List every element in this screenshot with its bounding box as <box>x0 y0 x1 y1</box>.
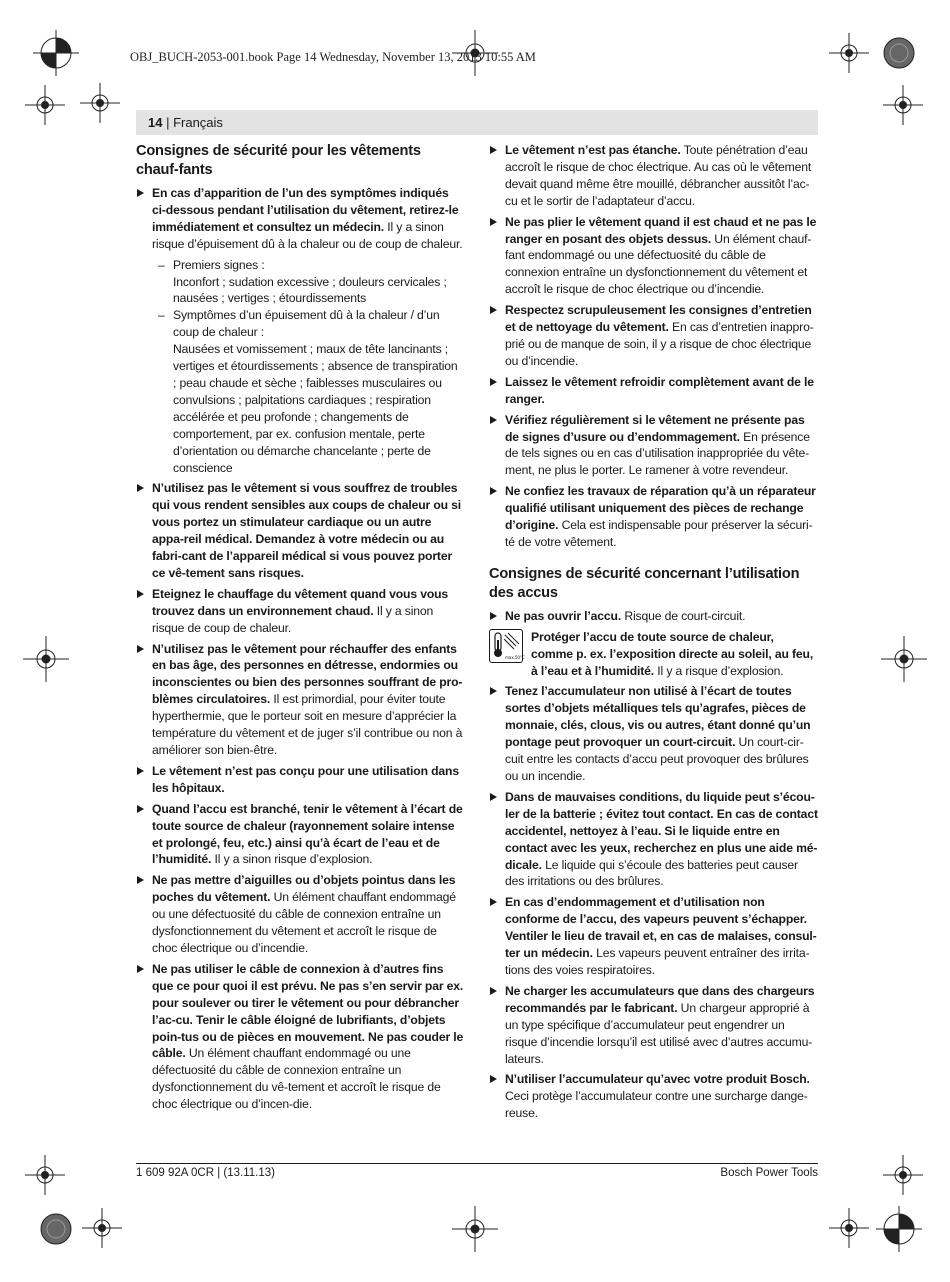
footer-brand: Bosch Power Tools <box>720 1167 818 1179</box>
safety-item-bold: Quand l’accu est branché, tenir le vêtement à l’écart de toute source de chaleur (rayonnement solaire intense et prolongé, feu, etc.) ainsi qu’à écart de l’eau et de l’humidité. <box>152 801 463 867</box>
safety-item-bold: Respectez scrupuleusement les consignes d’entretien et de nettoyage du vêtement. <box>505 303 812 335</box>
footer-rule <box>136 1163 818 1164</box>
safety-item <box>136 185 464 476</box>
section-heading-battery-safety: Consignes de sécurité concernant l’utilisation des accus <box>489 565 800 601</box>
safety-item-text: Risque de court-circuit. <box>621 608 746 623</box>
dash-bullet: – <box>158 257 165 272</box>
safety-item-bold: Ne pas plier le vêtement quand il est chaud et ne pas le ranger en posant des objets dessus. <box>505 214 817 246</box>
safety-item-text: Les vapeurs peuvent entraîner des irrita-tions des voies respiratoires. <box>505 946 810 977</box>
safety-item-text: Un élément chauffant endommagé ou une défectuosité du câble de connexion entraîne un dysfonctionnement du vê-tement et accroît le risque de choc électrique ou d’incen-die. <box>152 1046 441 1112</box>
safety-item-text: En présence de tels signes ou en cas d’utilisation inappropriée du vête-ment, ne plus le porter. Le ramener à votre revendeur. <box>505 429 810 478</box>
safety-item-bold: N’utiliser l’accumulateur qu’avec votre produit Bosch. <box>505 1072 810 1087</box>
triangle-bullet-icon <box>137 189 144 197</box>
safety-item-bold: Ne pas mettre d’aiguilles ou d’objets pointus dans les poches du vêtement. <box>152 873 456 905</box>
dash-bullet: – <box>158 308 165 323</box>
safety-item <box>489 142 818 210</box>
registration-mark-bottom-left-inner <box>25 1155 65 1195</box>
registration-mark-bottom-right <box>876 1206 922 1252</box>
safety-item-text: Il est primordial, pour éviter toute hyperthermie, que le porteur soit en mesure d’apprécier la température du vêtement et de juger s’il contribue ou non à améliorer son bien-être. <box>152 692 463 757</box>
triangle-bullet-icon <box>137 805 144 813</box>
safety-item-bold: Ne pas ouvrir l’accu. <box>505 608 622 623</box>
safety-item-text: Un court-cir-cuit entre les contacts d’accu peut provoquer des brûlures ou un incendie. <box>505 735 809 783</box>
registration-mark-left-upper <box>25 85 65 125</box>
triangle-bullet-icon <box>490 218 497 226</box>
safety-item-bold: Eteignez le chauffage du vêtement quand vous vous trouvez dans un environnement chaud. <box>152 586 449 618</box>
print-slug: OBJ_BUCH-2053-001.book Page 14 Wednesday, November 13, 2013 10:55 AM <box>130 50 536 64</box>
safety-item-text: Cela est indispensable pour préserver la sécuri-té de votre vêtement. <box>505 518 813 549</box>
right-column <box>489 142 818 1126</box>
triangle-bullet-icon <box>490 378 497 386</box>
safety-item <box>489 894 818 979</box>
safety-item <box>489 683 818 784</box>
registration-mark-right-mid <box>881 636 927 682</box>
safety-item-text: Il y a sinon risque d’épuisement dû à la chaleur ou de coup de chaleur. <box>152 219 463 251</box>
safety-item-text: Ceci protège l’accumulateur contre une surcharge dange-reuse. <box>505 1089 808 1121</box>
symptom-title: Premiers signes : <box>173 257 265 272</box>
safety-item <box>136 641 464 759</box>
registration-mark-right-upper <box>883 85 923 125</box>
safety-item <box>489 789 818 890</box>
symptom-group-heatstroke <box>158 307 464 476</box>
symptom-text: Inconfort ; sudation excessive ; douleurs cervicales ; nausées ; vertiges ; étourdissements <box>173 274 447 306</box>
safety-item-bold: Ne confiez les travaux de réparation qu’à un réparateur qualifié utilisant uniquement des pièces de rechange d’origine. <box>505 484 816 533</box>
safety-item-bold: En cas d’apparition de l’un des symptômes indiqués ci-dessous pendant l’utilisation du vêtement, retirez-le immédiatement et consultez un médecin. <box>152 186 459 234</box>
safety-item-heat-warning <box>489 629 818 680</box>
safety-item <box>489 374 818 408</box>
safety-item-bold: Le vêtement n’est pas conçu pour une utilisation dans les hôpitaux. <box>152 763 459 795</box>
safety-item <box>136 586 464 637</box>
safety-item-text: Un élément chauf-fant endommagé ou une défectuosité du câble de connexion entraîne un dysfonctionnement du vêtement et accroît le risque de choc électrique ou d’incendie. <box>505 231 812 297</box>
triangle-bullet-icon <box>490 687 497 695</box>
header-language: Français <box>173 115 223 130</box>
registration-mark-top-left <box>33 30 79 76</box>
safety-item <box>136 961 464 1113</box>
safety-item <box>136 872 464 957</box>
safety-item-bold: Le vêtement n’est pas étanche. <box>505 143 681 157</box>
safety-item <box>489 412 818 480</box>
triangle-bullet-icon <box>490 987 497 995</box>
safety-item <box>489 302 818 370</box>
triangle-bullet-icon <box>490 416 497 424</box>
safety-item-text: Il y a risque d’explosion. <box>654 663 784 678</box>
heat-warning-icon-label: max.50°C <box>505 654 525 660</box>
safety-item-text: En cas d’entretien inappro-prié ou de manque de soin, il y a risque de choc électrique ou d’incendie. <box>505 320 814 368</box>
symptom-title: Symptômes d’un épuisement dû à la chaleur / d’un coup de chaleur : <box>173 308 440 340</box>
safety-item-bold: En cas d’endommagement et d’utilisation non conforme de l’accu, des vapeurs peuvent s’échapper. Ventiler le lieu de travail et, en cas de malaises, consul-ter un médecin. <box>505 895 817 961</box>
triangle-bullet-icon <box>490 612 497 620</box>
registration-mark-right-lower <box>883 1155 923 1195</box>
safety-item <box>136 763 464 797</box>
triangle-bullet-icon <box>137 767 144 775</box>
triangle-bullet-icon <box>137 590 144 598</box>
safety-item <box>489 483 818 551</box>
header-separator: | <box>162 115 174 130</box>
triangle-bullet-icon <box>137 645 144 653</box>
registration-mark-bottom-left <box>33 1206 79 1252</box>
registration-mark-top-right <box>876 30 922 76</box>
left-column <box>136 142 464 1117</box>
safety-item <box>489 983 818 1068</box>
registration-mark-bottom-left-2 <box>82 1208 122 1248</box>
registration-mark-top-left-inner <box>80 83 120 123</box>
triangle-bullet-icon <box>137 965 144 973</box>
section-heading-clothing-safety: Consignes de sécurité pour les vêtements chauf-fants <box>136 143 421 178</box>
safety-item-bold: Protéger l’accu de toute source de chaleur, comme p. ex. l’exposition directe au soleil, au feu, à l’eau et à l’humidité. <box>531 629 814 678</box>
triangle-bullet-icon <box>490 898 497 906</box>
triangle-bullet-icon <box>137 484 144 492</box>
symptom-text: Nausées et vomissement ; maux de tête lancinants ; vertiges et étourdissements ; absence de transpiration ; peau chaude et sèche ; faiblesses musculaires ou convulsions ; palpitations cardiaques ; respiration accélérée et peu profonde ; changements de comportement, par ex. confusion mentale, perte d’orientation ou démarche chancelante ; perte de conscience <box>173 342 458 475</box>
safety-item <box>136 480 464 581</box>
safety-item <box>489 214 818 299</box>
safety-item-text: Un chargeur approprié à un type spécifique d’accumulateur peut engendrer un risque d’incendie lorsqu’il est utilisé avec d’autres accumu-lateurs. <box>505 1000 813 1066</box>
safety-item-text: Le liquide qui s’écoule des batteries peut causer des irritations ou des brûlures. <box>505 857 798 889</box>
safety-item-bold: Vérifiez régulièrement si le vêtement ne présente pas de signes d’usure ou d’endommagement. <box>505 412 805 444</box>
safety-item <box>489 608 818 625</box>
triangle-bullet-icon <box>490 487 497 495</box>
registration-mark-bottom-right-inner <box>829 1208 869 1248</box>
safety-item-text: Il y a sinon risque d’explosion. <box>211 852 373 867</box>
registration-mark-left-mid <box>23 636 69 682</box>
page-number: 14 <box>148 115 163 130</box>
symptom-group-early <box>158 257 464 308</box>
triangle-bullet-icon <box>137 876 144 884</box>
safety-item-bold: N’utilisez pas le vêtement pour réchauffer des enfants en bas âge, des personnes en détresse, endormies ou inconscientes ou bien des personnes souffrant de pro-blèmes circulatoires. <box>152 641 463 707</box>
safety-item <box>489 1071 818 1122</box>
registration-mark-bottom-center <box>452 1206 498 1252</box>
safety-item-bold: Dans de mauvaises conditions, du liquide peut s’écou-ler de la batterie ; évitez tout contact. En cas de contact accidentel, nettoyez à l’eau. Si le liquide entre en contact avec les yeux, recherchez en plus une aide mé-dicale. <box>505 789 818 872</box>
page-header <box>136 110 818 135</box>
symptom-list <box>158 257 464 477</box>
triangle-bullet-icon <box>490 793 497 801</box>
safety-item-bold: Laissez le vêtement refroidir complètement avant de le ranger. <box>505 374 814 406</box>
safety-item-bold: Tenez l’accumulateur non utilisé à l’écart de toutes sortes d’objets métalliques tels qu’agrafes, pièces de monnaie, clés, clous, vis ou autres, étant donné qu’un pontage peut provoquer un court-circuit. <box>505 684 811 750</box>
safety-item-text: Toute pénétration d’eau accroît le risque de choc électrique. Au cas où le vêtement devait quand même être mouillé, débrancher aussitôt l’ac-cu et le sortir de l’adaptateur d’accu. <box>505 143 812 208</box>
footer-document-code: 1 609 92A 0CR | (13.11.13) <box>136 1167 275 1179</box>
safety-item-bold: Ne pas utiliser le câble de connexion à d’autres fins que ce pour quoi il est prévu. Ne pas s’en servir par ex. pour soulever ou tirer le vêtement ou pour débrancher l’ac-cu. Tenir le câble éloigné de lubrifiants, d’objets poin-tus ou de pièces en mouvement. Ne pas couder le câble. <box>152 961 464 1061</box>
safety-item-bold: N’utilisez pas le vêtement si vous souffrez de troubles qui vous rendent sensibles aux coups de chaleur ou si vous portez un stimulateur cardiaque ou un autre appa-reil médical. Demandez à votre médecin ou au fabri-cant de l’appareil médical si vous pouvez porter ce vê-tement sans risques. <box>152 481 462 580</box>
safety-item <box>136 801 464 869</box>
triangle-bullet-icon <box>490 146 497 154</box>
safety-item-text: Un élément chauffant endommagé ou une défectuosité du câble de connexion entraîne un dysfonctionnement du vêtement et accroît le risque de choc électrique ou d’incendie. <box>152 890 456 955</box>
registration-mark-top-right-inner <box>829 33 869 73</box>
heat-warning-icon <box>489 629 523 663</box>
triangle-bullet-icon <box>490 1075 497 1083</box>
triangle-bullet-icon <box>490 306 497 314</box>
safety-item-text: Il y a sinon risque de coup de chaleur. <box>152 603 434 635</box>
safety-item-bold: Ne charger les accumulateurs que dans des chargeurs recommandés par le fabricant. <box>505 983 815 1015</box>
